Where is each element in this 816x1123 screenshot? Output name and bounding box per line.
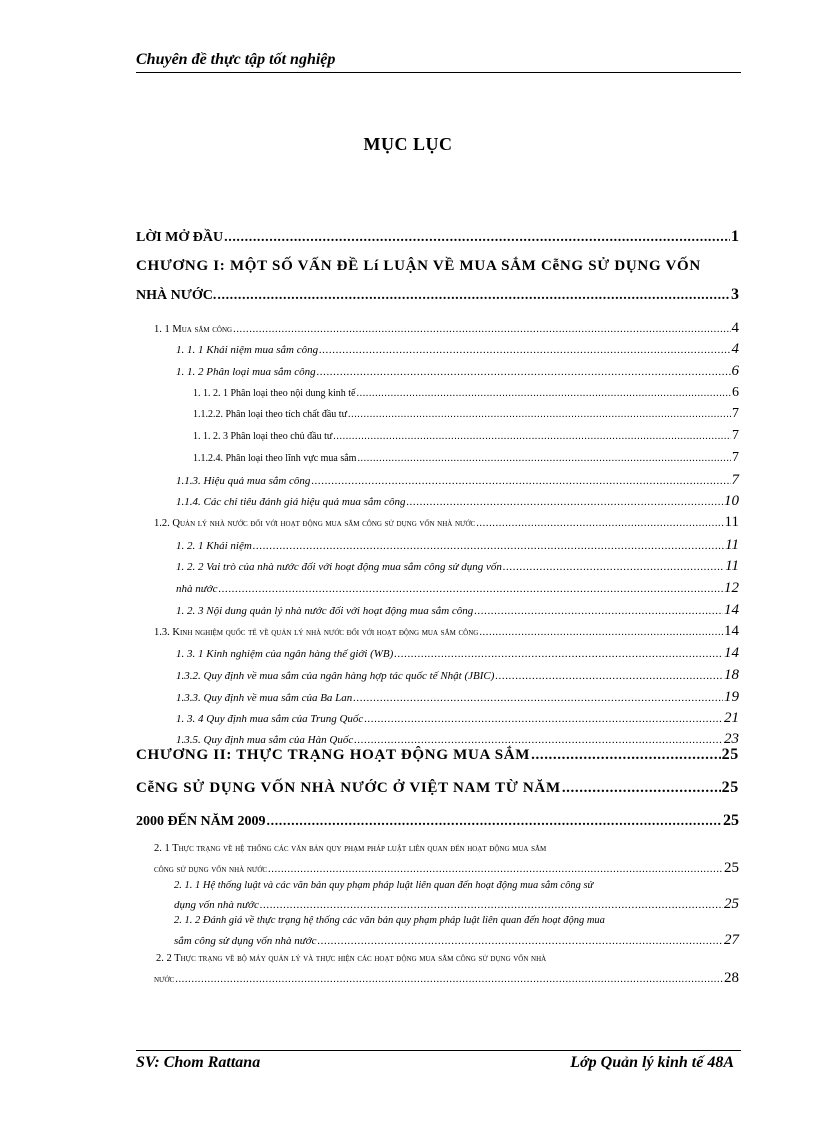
toc-leader xyxy=(394,648,723,660)
footer-divider xyxy=(136,1050,741,1051)
toc-entry[interactable] xyxy=(136,812,739,830)
toc-entry-text: 1. 2. 3 Nội dung quản lý nhà nước đối với hoạt động mua sắm công xyxy=(176,605,474,617)
toc-leader xyxy=(224,230,730,246)
toc-entry-text: 2000 ĐẾN NĂM 2009 xyxy=(136,814,266,829)
toc-leader xyxy=(267,814,723,830)
toc-entry-text: nước xyxy=(154,974,175,985)
toc-entry-page: 4 xyxy=(731,341,739,357)
toc-leader xyxy=(406,496,723,508)
toc-entry[interactable] xyxy=(176,645,739,662)
toc-entry-text: NHÀ NƯỚC. xyxy=(136,288,217,303)
toc-entry-text: 1.3.2. Quy định về mua sắm của ngân hàng hợp tác quốc tế Nhật (JBIC) xyxy=(176,670,495,682)
toc-entry-text: nhà nước xyxy=(176,583,218,595)
toc-entry-page: 6 xyxy=(731,363,739,379)
toc-entry[interactable] xyxy=(136,779,739,797)
toc-entry-text: 1.3. Kinh nghiệm quốc tế về quản lý nhà nước đối với hoạt động mua sắm công xyxy=(154,627,479,638)
toc-entry-page: 19 xyxy=(724,689,739,705)
toc-leader xyxy=(268,864,723,875)
toc-entry-text: 1. 1. 2 Phân loại mua sắm công xyxy=(176,366,316,378)
toc-leader xyxy=(562,780,721,797)
toc-leader xyxy=(348,409,731,420)
toc-entry-text: 2. 1. 2 Đánh giá về thực trạng hệ thống các văn bản quy phạm pháp luật liên quan đến hoạt động mua xyxy=(174,915,605,926)
toc-leader xyxy=(311,475,730,487)
footer-class: Lớp Quản lý kinh tế 48A xyxy=(570,1054,734,1071)
toc-entry-text: 1. 1. 2. 3 Phân loại theo chủ đầu tư xyxy=(193,431,333,442)
toc-entry-page: 18 xyxy=(724,667,739,683)
toc-entry-page: 7 xyxy=(732,450,739,465)
toc-entry-page: 14 xyxy=(724,602,739,618)
toc-entry[interactable] xyxy=(176,493,739,510)
toc-entry[interactable] xyxy=(154,623,739,640)
toc-entry[interactable] xyxy=(176,341,739,358)
toc-entry-page: 25 xyxy=(721,779,739,796)
toc-leader xyxy=(175,974,723,985)
toc-entry-page: 25 xyxy=(724,860,739,876)
toc-entry[interactable] xyxy=(154,970,739,987)
toc-entry-page: 11 xyxy=(724,514,739,530)
toc-entry[interactable] xyxy=(176,602,739,619)
toc-entry-page: 25 xyxy=(723,812,739,829)
toc-entry-text: CHƯƠNG II: THỰC TRẠNG HOẠT ĐỘNG MUA SẮM xyxy=(136,747,531,763)
toc-entry[interactable] xyxy=(176,558,739,575)
toc-entry-page: 7 xyxy=(732,406,739,421)
toc-entry[interactable] xyxy=(154,860,739,877)
toc-entry[interactable] xyxy=(174,932,739,949)
toc-entry[interactable] xyxy=(136,286,739,304)
toc-entry[interactable] xyxy=(176,580,739,597)
toc-leader xyxy=(474,605,723,617)
toc-entry-page: 14 xyxy=(724,623,739,639)
toc-entry-page: 25 xyxy=(724,896,739,912)
toc-leader xyxy=(357,388,732,399)
toc-leader xyxy=(319,344,730,356)
toc-entry-page: 7 xyxy=(732,428,739,443)
toc-entry-text: 1.3.3. Quy định về mua sắm của Ba Lan xyxy=(176,692,353,704)
toc-leader xyxy=(495,670,723,682)
toc-entry-page: 12 xyxy=(724,580,739,596)
toc-entry-page: 1 xyxy=(731,228,739,245)
toc-entry[interactable] xyxy=(176,667,739,684)
toc-entry-text: công sử dụng vốn nhà nước xyxy=(154,864,268,875)
toc-entry[interactable] xyxy=(193,428,739,444)
toc-entry[interactable] xyxy=(176,689,739,706)
toc-entry-page: 11 xyxy=(725,537,739,553)
toc-entry[interactable] xyxy=(193,385,739,401)
toc-entry-text: 1. 2. 2 Vai trò của nhà nước đối với hoạt động mua sắm công sử dụng vốn xyxy=(176,561,502,573)
toc-entry-page: 25 xyxy=(721,746,739,763)
toc-entry-text: 1. 2. 1 Khái niệm xyxy=(176,540,252,552)
toc-leader xyxy=(253,540,724,552)
toc-leader xyxy=(317,366,731,378)
toc-entry[interactable] xyxy=(154,843,546,854)
toc-leader xyxy=(318,935,723,947)
toc-leader xyxy=(260,899,723,911)
toc-entry[interactable] xyxy=(136,746,739,764)
toc-entry-text: LỜI MỞ ĐẦU xyxy=(136,230,224,245)
toc-entry-text: 1. 1 Mua sắm công xyxy=(154,324,233,335)
toc-entry[interactable] xyxy=(136,228,739,246)
toc-entry-page: 4 xyxy=(731,320,739,336)
toc-entry-page: 11 xyxy=(725,558,739,574)
toc-entry[interactable] xyxy=(193,406,739,422)
toc-leader xyxy=(503,561,724,573)
toc-entry-text: 2. 2 Thực trạng về bộ máy quản lý và thực hiện các hoạt động mua sắm công sử dụng vốn nhà xyxy=(156,953,547,964)
toc-entry[interactable] xyxy=(176,710,739,727)
toc-entry-text: 1. 3. 4 Quy định mua sắm của Trung Quốc xyxy=(176,713,364,725)
toc-entry-text: dụng vốn nhà nước xyxy=(174,899,259,911)
toc-entry-page: 10 xyxy=(724,493,739,509)
toc-entry-text: 1. 1. 2. 1 Phân loại theo nội dung kinh tế xyxy=(193,388,356,399)
toc-leader xyxy=(333,431,731,442)
toc-entry-text: sắm công sử dụng vốn nhà nước xyxy=(174,935,317,947)
toc-entry-text: 1. 3. 1 Kinh nghiệm của ngân hàng thế giới (WB) xyxy=(176,648,394,660)
toc-entry-page: 28 xyxy=(724,970,739,986)
toc-entry[interactable] xyxy=(154,514,739,531)
toc-entry-text: 1.1.2.2. Phân loại theo tích chất đầu tư xyxy=(193,409,347,420)
footer-student: SV: Chom Rattana xyxy=(136,1054,261,1071)
toc-entry-text: 1. 1. 1 Khái niệm mua sắm công xyxy=(176,344,319,356)
toc-leader xyxy=(233,324,730,335)
toc-entry[interactable] xyxy=(154,320,739,337)
toc-entry-page: 27 xyxy=(724,932,739,948)
toc-leader xyxy=(531,747,720,764)
toc-entry-text: 1.2. Quản lý nhà nước đối với hoạt động mua sắm công sử dụng vốn nhà nước xyxy=(154,518,476,529)
page-title: MỤC LỤC xyxy=(363,134,453,154)
toc-leader xyxy=(479,627,723,638)
toc-entry-text: 1.3.5. Quy định mua sắm của Hàn Quốc xyxy=(176,734,354,746)
toc-entry[interactable] xyxy=(176,363,739,380)
toc-leader xyxy=(364,713,723,725)
toc-entry-page: 14 xyxy=(724,645,739,661)
toc-leader xyxy=(217,288,730,304)
toc-entry-text: 1.1.4. Các chỉ tiêu đánh giá hiệu quả mua sắm công xyxy=(176,496,406,508)
toc-entry[interactable] xyxy=(193,450,739,466)
toc-entry-text: 1.1.3. Hiệu quả mua sắm công xyxy=(176,475,311,487)
toc-entry-page: 23 xyxy=(724,731,739,747)
toc-entry-page: 3 xyxy=(731,286,739,303)
toc-entry-text: 2. 1. 1 Hệ thống luật và các văn bản quy phạm pháp luật liên quan đến hoạt động mua sắm công sử xyxy=(174,880,594,891)
toc-entry-text: 2. 1 Thực trạng về hệ thống các văn bản quy phạm pháp luật liên quan đến hoạt động mua sắm xyxy=(154,843,547,854)
toc-entry[interactable] xyxy=(174,915,605,926)
toc-entry[interactable] xyxy=(176,537,739,554)
toc-entry[interactable] xyxy=(176,472,739,489)
toc-entry[interactable] xyxy=(174,896,739,913)
toc-entry-page: 6 xyxy=(732,385,739,400)
toc-leader xyxy=(219,583,723,595)
toc-leader xyxy=(476,518,723,529)
toc-leader xyxy=(354,734,723,746)
toc-entry-page: 7 xyxy=(731,472,739,488)
toc-leader xyxy=(357,453,731,464)
toc-entry-text: CHƯƠNG I: MỘT SỐ VẤN ĐỀ Lí LUẬN VỀ MUA SẮM CễNG SỬ DỤNG VỐN xyxy=(136,258,701,274)
toc-entry[interactable] xyxy=(136,258,701,275)
header-title: Chuyên đề thực tập tốt nghiệp xyxy=(136,51,336,68)
toc-entry-text: CễNG SỬ DỤNG VỐN NHÀ NƯỚC Ở VIỆT NAM TỪ NĂM xyxy=(136,780,561,796)
toc-entry-page: 21 xyxy=(724,710,739,726)
toc-entry[interactable] xyxy=(156,953,546,964)
toc-entry-text: 1.1.2.4. Phân loại theo lĩnh vực mua sắm xyxy=(193,453,357,464)
toc-entry[interactable] xyxy=(174,880,593,891)
toc-leader xyxy=(353,692,723,704)
